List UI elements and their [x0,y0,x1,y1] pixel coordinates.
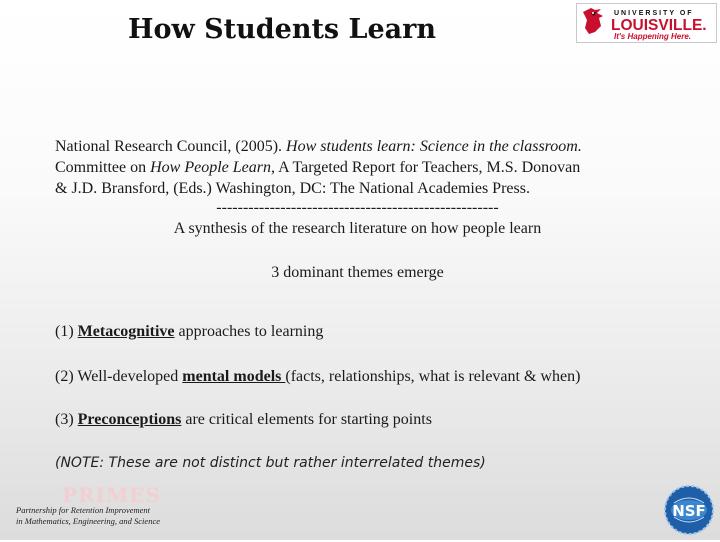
separator-line: ----------------------------------------------------- [216,199,499,216]
theme-item: (1) Metacognitive approaches to learning [55,323,324,340]
citation-line-1 [55,136,582,157]
primes-tagline: Partnership for Retention Improvement in Mathematics, Engineering, and Science [16,505,160,526]
themes-heading: 3 dominant themes emerge [271,264,444,281]
primes-wordmark: PRIMES [62,483,161,507]
louisville-logo [576,3,717,43]
nsf-logo [662,483,716,537]
cardinal-icon [583,8,603,34]
synthesis-line: A synthesis of the research literature on how people learn [173,220,542,237]
citation-authors: National Research Council, (2005). [55,138,287,155]
theme-keyword: Metacognitive [77,323,175,340]
citation-book-title: How students learn: Science in the classroom. [286,138,582,155]
theme-item: (2) Well-developed mental models (facts, relationships, what is relevant & when) [55,368,581,385]
page-title: How Students Learn [128,14,437,45]
citation-line-2 [55,157,580,178]
theme-keyword: mental models [182,368,286,385]
logo-university-line: UNIVERSITY OF [614,10,694,17]
citation-committee: Committee on [55,159,151,176]
note-text: (NOTE: These are not distinct but rather interrelated themes) [55,455,486,471]
citation-line-3: & J.D. Bransford, (Eds.) Washington, DC: The National Academies Press. [55,180,530,197]
citation-report: , A Targeted Report for Teachers, M.S. Donovan [270,159,581,176]
nsf-label: NSF [672,502,706,520]
logo-tagline: It's Happening Here. [614,32,692,41]
logo-name: LOUISVILLE. [611,17,707,34]
primes-logo [10,483,210,533]
citation-committee-name: How People Learn [150,159,271,176]
theme-keyword: Preconceptions [77,411,182,428]
theme-item: (3) Preconceptions are critical elements for starting points [55,411,432,428]
